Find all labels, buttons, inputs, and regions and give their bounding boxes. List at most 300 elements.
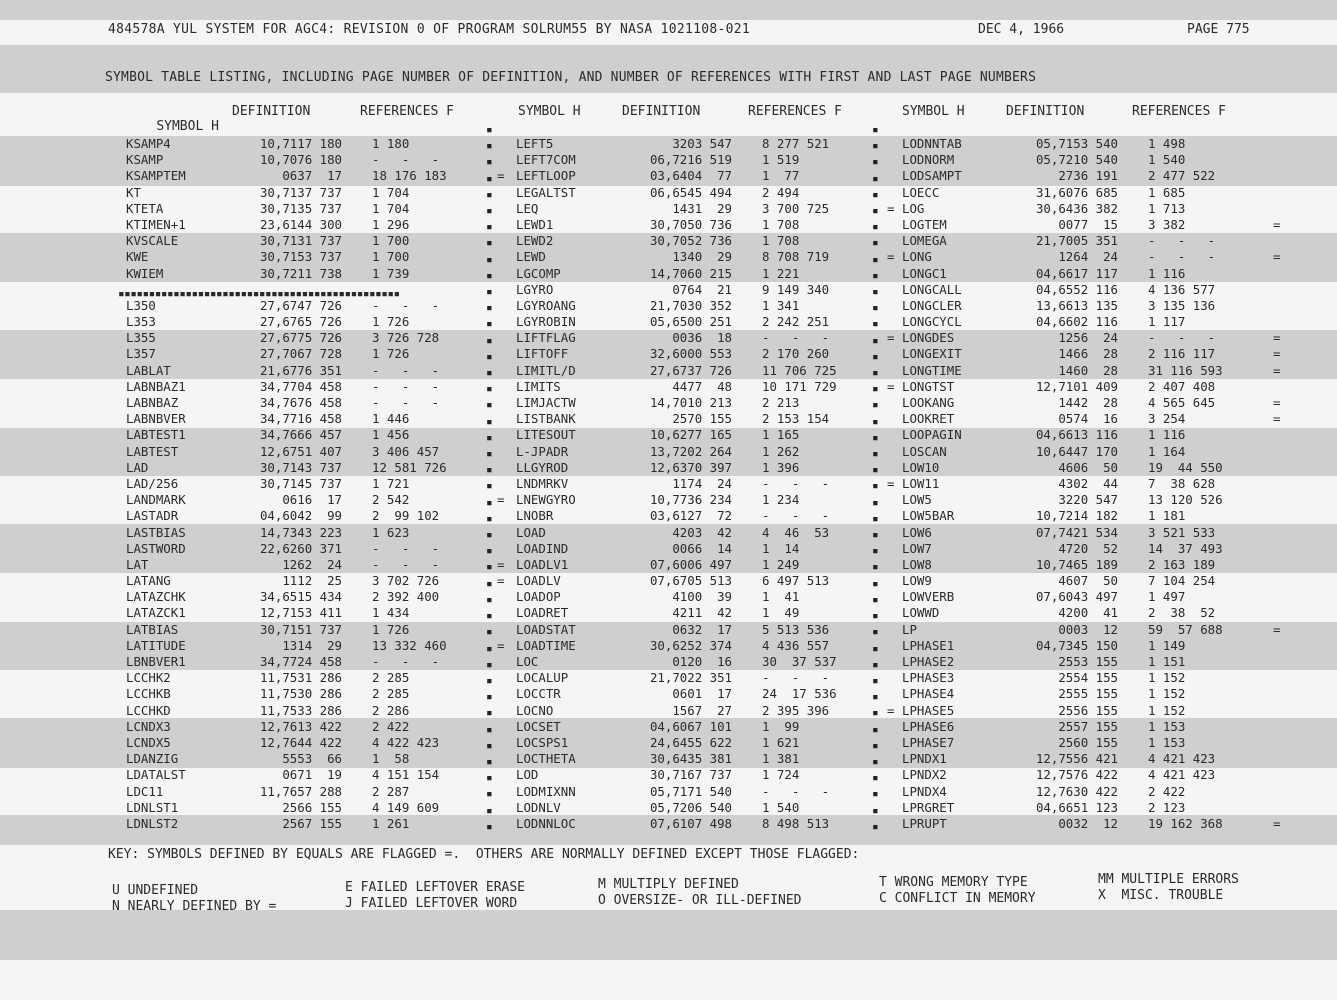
references-value: 1 726	[372, 621, 410, 637]
references-value: - - -	[372, 556, 440, 572]
symbol-name: LOCSET	[516, 718, 561, 734]
definition-value: 0066 14	[672, 540, 732, 556]
definition-value: 1567 27	[672, 702, 732, 718]
table-row	[126, 363, 513, 379]
table-row	[126, 719, 513, 735]
symbol-name: LABNBAZ	[126, 395, 179, 410]
table-row	[516, 460, 903, 476]
table-row	[516, 152, 903, 168]
references-value: 4 422 423	[372, 734, 440, 750]
references-value: 1 99	[762, 718, 800, 734]
definition-value: 07,6006 497	[649, 556, 732, 572]
table-row	[126, 816, 513, 832]
definition-value: 1314 29	[282, 637, 342, 653]
column-header-references-1: REFERENCES F	[360, 104, 454, 119]
table-row	[126, 395, 513, 411]
table-row	[902, 266, 1289, 282]
definition-value: 04,6067 101	[649, 718, 732, 734]
symbol-name: KT	[126, 184, 141, 200]
references-value: 1 708	[762, 216, 800, 232]
flag-marker: =	[887, 702, 895, 718]
references-value: 6 497 513	[762, 573, 830, 589]
table-row	[126, 800, 513, 816]
table-row	[516, 703, 903, 719]
references-value: 24 17 536	[762, 686, 837, 702]
references-value: 1 58	[372, 751, 410, 767]
symbol-name: LANDMARK	[126, 492, 186, 508]
symbol-name: LABTEST1	[126, 427, 186, 443]
references-value: 1 180	[372, 136, 410, 151]
definition-value: 21,7005 351	[1035, 233, 1118, 249]
table-row	[126, 476, 513, 492]
table-row	[126, 541, 513, 557]
references-value: 1 446	[372, 411, 410, 427]
references-value: 1 708	[762, 233, 800, 249]
references-value: 1 14	[762, 540, 800, 556]
table-row	[516, 201, 903, 217]
table-row	[126, 508, 513, 524]
references-value: 4 565 645	[1148, 395, 1216, 410]
symbol-name: LNOBR	[516, 508, 554, 524]
definition-value: 14,7060 215	[649, 265, 732, 281]
symbol-name: LPNDX2	[902, 767, 947, 783]
table-row	[902, 185, 1289, 201]
symbol-name: KVSCALE	[126, 233, 179, 249]
symbol-name: LODNLV	[516, 799, 561, 815]
symbol-name: LNDMRKV	[516, 475, 569, 491]
references-value: 1 149	[1148, 637, 1186, 653]
references-value: 2 494	[762, 184, 800, 200]
table-row	[902, 767, 1289, 783]
table-row	[126, 249, 513, 265]
paper-band	[0, 910, 1337, 960]
symbol-name: L350	[126, 297, 156, 313]
table-row	[516, 492, 903, 508]
references-value: 2 407 408	[1148, 378, 1216, 394]
definition-value: 2556 155	[1058, 702, 1118, 718]
definition-value: 4302 44	[1058, 475, 1118, 491]
flag-marker: =	[1273, 216, 1281, 232]
definition-value: 12,7630 422	[1035, 783, 1118, 799]
table-row	[902, 703, 1289, 719]
references-value: 1 726	[372, 346, 410, 362]
symbol-name: LOW8	[902, 556, 932, 572]
flag-marker: =	[1273, 330, 1281, 346]
column-divider-1: ▪ ▪ ▪ ▪ ▪ ▪ ▪ ▪ ▪ ▪ ▪ ▪ ▪ ▪ ▪ ▪ ▪ ▪ ▪ ▪ ▪ ▪ ▪ ▪ ▪ ▪ ▪ ▪ ▪ ▪ ▪ ▪ ▪ ▪ ▪ ▪ ▪ ▪ ▪ ▪ ▪ ▪ ▪ ▪	[486, 123, 493, 833]
references-value: - - -	[372, 362, 440, 378]
definition-value: 10,6277 165	[649, 427, 732, 443]
references-value: 1 341	[762, 297, 800, 313]
references-value: 7 104 254	[1148, 573, 1216, 589]
symbol-name: LONGCLER	[902, 297, 962, 313]
symbol-name: LONGTIME	[902, 362, 962, 378]
definition-value: 13,7202 264	[649, 443, 732, 459]
table-row	[516, 589, 903, 605]
references-value: 1 41	[762, 589, 800, 605]
symbol-name: LEWD	[516, 249, 546, 265]
table-row	[126, 185, 513, 201]
symbol-column-1	[126, 136, 513, 832]
references-value: - - -	[762, 783, 830, 799]
definition-value: 30,7167 737	[649, 767, 732, 783]
table-row	[516, 185, 903, 201]
definition-value: 04,6651 123	[1035, 799, 1118, 815]
table-row	[902, 670, 1289, 686]
symbol-name: LABNBVER	[126, 411, 186, 427]
references-value: 2 123	[1148, 799, 1186, 815]
references-value: 1 152	[1148, 702, 1186, 718]
references-value: 1 153	[1148, 734, 1186, 750]
table-row	[902, 217, 1289, 233]
definition-value: 30,7143 737	[259, 459, 342, 475]
definition-value: 0671 19	[282, 767, 342, 783]
symbol-name: LOMEGA	[902, 233, 947, 249]
symbol-name: LP	[902, 621, 917, 637]
column-header-symbol-2: SYMBOL H	[518, 104, 581, 119]
references-value: 1 117	[1148, 314, 1186, 330]
references-value: - - -	[372, 395, 440, 410]
references-value: 1 726	[372, 314, 410, 330]
symbol-name: LEGALTST	[516, 184, 576, 200]
references-value: 4 149 609	[372, 799, 440, 815]
table-row	[902, 152, 1289, 168]
table-row	[126, 298, 513, 314]
references-value: 2 116 117	[1148, 346, 1216, 362]
references-value: - - -	[1148, 249, 1216, 265]
listing-title: 484578A YUL SYSTEM FOR AGC4: REVISION 0 OF PROGRAM SOLRUM55 BY NASA 1021108-021	[108, 22, 751, 37]
key-failed-word: J FAILED LEFTOVER WORD	[345, 896, 518, 911]
symbol-name: LOG	[902, 200, 925, 216]
table-row	[902, 460, 1289, 476]
table-row	[126, 751, 513, 767]
table-row	[126, 152, 513, 168]
definition-value: 4211 42	[672, 605, 732, 621]
references-value: 3 521 533	[1148, 524, 1216, 540]
symbol-name: LASTADR	[126, 508, 179, 524]
definition-value: 30,6436 382	[1035, 200, 1118, 216]
definition-value: 30,7052 736	[649, 233, 732, 249]
definition-value: 32,6000 553	[649, 346, 732, 362]
flag-marker: =	[497, 168, 505, 184]
symbol-name: LPHASE2	[902, 654, 955, 669]
table-row	[126, 136, 513, 152]
table-row	[126, 654, 513, 670]
references-value: 13 120 526	[1148, 492, 1223, 508]
symbol-name: LOADLV	[516, 573, 561, 589]
table-row	[902, 654, 1289, 670]
symbol-name: LONGCALL	[902, 281, 962, 297]
symbol-name: LGYRO	[516, 281, 554, 297]
table-row	[516, 395, 903, 411]
key-multiple-errors: MM MULTIPLE ERRORS	[1098, 872, 1239, 887]
symbol-name: LIMITL/D	[516, 362, 576, 378]
symbol-name: LOADRET	[516, 605, 569, 621]
symbol-name: LABTEST	[126, 443, 179, 459]
definition-value: 07,6107 498	[649, 815, 732, 831]
table-row	[516, 266, 903, 282]
flag-marker: =	[887, 330, 895, 346]
references-value: - - -	[372, 654, 440, 669]
definition-value: 0003 12	[1058, 621, 1118, 637]
definition-value: 2736 191	[1058, 168, 1118, 184]
table-row	[516, 719, 903, 735]
definition-value: 04,6613 116	[1035, 427, 1118, 443]
column-header-definition-3: DEFINITION	[1006, 104, 1085, 119]
key-conflict-memory: C CONFLICT IN MEMORY	[879, 891, 1036, 906]
symbol-name: LONG	[902, 249, 932, 265]
table-row	[516, 298, 903, 314]
symbol-name: LIFTFLAG	[516, 330, 576, 346]
definition-value: 2567 155	[282, 815, 342, 831]
definition-value: 13,6613 135	[1035, 297, 1118, 313]
table-row	[902, 395, 1289, 411]
symbol-name: LCCHK2	[126, 670, 171, 686]
key-failed-erase: E FAILED LEFTOVER ERASE	[345, 880, 526, 895]
table-row	[902, 314, 1289, 330]
symbol-name: LOCALUP	[516, 670, 569, 686]
symbol-name: LPRUPT	[902, 815, 947, 831]
symbol-name: LOW6	[902, 524, 932, 540]
references-value: 1 296	[372, 216, 410, 232]
flag-marker: =	[887, 475, 895, 491]
table-row	[126, 282, 513, 298]
table-row	[516, 686, 903, 702]
definition-value: 04,6602 116	[1035, 314, 1118, 330]
flag-marker: =	[1273, 395, 1281, 410]
definition-value: 14,7010 213	[649, 395, 732, 410]
references-value: 59 57 688	[1148, 621, 1223, 637]
symbol-name: LPHASE7	[902, 734, 955, 750]
table-row	[902, 816, 1289, 832]
table-row	[126, 670, 513, 686]
references-value: 2 170 260	[762, 346, 830, 362]
key-intro: KEY: SYMBOLS DEFINED BY EQUALS ARE FLAGGED =. OTHERS ARE NORMALLY DEFINED EXCEPT THOSE FLAGGED:	[108, 847, 860, 862]
symbol-name: KWE	[126, 249, 149, 265]
table-row	[126, 557, 513, 573]
definition-value: 11,7530 286	[259, 686, 342, 702]
references-value: 8 498 513	[762, 815, 830, 831]
page-number: PAGE 775	[1187, 22, 1250, 37]
symbol-name: LCCHKB	[126, 686, 171, 702]
references-value: 2 38 52	[1148, 605, 1216, 621]
definition-value: 1460 28	[1058, 362, 1118, 378]
table-row	[902, 751, 1289, 767]
symbol-name: LOCSPS1	[516, 734, 569, 750]
definition-value: 04,6042 99	[259, 508, 342, 524]
references-value: 7 38 628	[1148, 475, 1216, 491]
references-value: 1 540	[1148, 152, 1186, 168]
table-row	[126, 605, 513, 621]
table-row	[516, 346, 903, 362]
symbol-name: LASTBIAS	[126, 524, 186, 540]
definition-value: 1442 28	[1058, 395, 1118, 410]
table-row	[516, 330, 903, 346]
symbol-name: LASTWORD	[126, 540, 186, 556]
symbol-name: L-JPADR	[516, 443, 569, 459]
references-value: 4 151 154	[372, 767, 440, 783]
symbol-name: LAD	[126, 459, 149, 475]
references-value: 1 700	[372, 233, 410, 249]
references-value: 2 99 102	[372, 508, 440, 524]
definition-value: 2553 155	[1058, 654, 1118, 669]
definition-value: 4100 39	[672, 589, 732, 605]
definition-value: 12,7644 422	[259, 734, 342, 750]
references-value: 1 456	[372, 427, 410, 443]
references-value: 1 116	[1148, 265, 1186, 281]
references-value: 18 176 183	[372, 168, 447, 184]
references-value: 2 213	[762, 395, 800, 410]
definition-value: 2557 155	[1058, 718, 1118, 734]
symbol-name: KSAMPTEM	[126, 168, 186, 184]
definition-value: 30,7153 737	[259, 249, 342, 265]
definition-value: 34,7724 458	[259, 654, 342, 669]
definition-value: 12,6370 397	[649, 459, 732, 475]
table-row	[126, 767, 513, 783]
table-row	[516, 541, 903, 557]
symbol-name: LOADLV1	[516, 556, 569, 572]
symbol-name: KTETA	[126, 200, 164, 216]
references-value: 4 421 423	[1148, 751, 1216, 767]
definition-value: 05,6500 251	[649, 314, 732, 330]
table-row	[126, 379, 513, 395]
table-row	[126, 217, 513, 233]
references-value: 1 181	[1148, 508, 1186, 524]
table-row	[516, 314, 903, 330]
symbol-name: LOCCTR	[516, 686, 561, 702]
references-value: 19 162 368	[1148, 815, 1223, 831]
table-row	[516, 767, 903, 783]
table-row	[126, 346, 513, 362]
definition-value: 05,7210 540	[1035, 152, 1118, 168]
table-row	[516, 282, 903, 298]
symbol-name: LPRGRET	[902, 799, 955, 815]
key-multiply-defined: M MULTIPLY DEFINED	[598, 877, 739, 892]
table-row	[126, 314, 513, 330]
symbol-name: LDNLST2	[126, 815, 179, 831]
table-row	[902, 249, 1289, 265]
symbol-name: LOW11	[902, 475, 940, 491]
references-value: 19 44 550	[1148, 459, 1223, 475]
definition-value: 27,6775 726	[259, 330, 342, 346]
table-row	[126, 784, 513, 800]
references-value: 1 151	[1148, 654, 1186, 669]
symbol-name: LONGEXIT	[902, 346, 962, 362]
symbol-name: LOADTIME	[516, 637, 576, 653]
definition-value: 14,7343 223	[259, 524, 342, 540]
definition-value: 1466 28	[1058, 346, 1118, 362]
paper-band	[0, 45, 1337, 93]
table-row	[516, 751, 903, 767]
flag-marker: =	[497, 573, 505, 589]
references-value: 1 713	[1148, 200, 1186, 216]
symbol-name: LISTBANK	[516, 411, 576, 427]
definition-value: 30,7145 737	[259, 475, 342, 491]
references-value: - - -	[372, 152, 440, 168]
table-row	[902, 379, 1289, 395]
flag-marker: =	[1273, 411, 1281, 427]
references-value: - - -	[762, 475, 830, 491]
table-row	[902, 427, 1289, 443]
definition-value: 1264 24	[1058, 249, 1118, 265]
table-row	[902, 411, 1289, 427]
definition-value: 07,6043 497	[1035, 589, 1118, 605]
references-value: 31 116 593	[1148, 362, 1223, 378]
references-value: 5 513 536	[762, 621, 830, 637]
references-value: 1 262	[762, 443, 800, 459]
table-row	[902, 784, 1289, 800]
references-value: 9 149 340	[762, 281, 830, 297]
references-value: 3 254	[1148, 411, 1186, 427]
symbol-name: LOC	[516, 654, 539, 669]
table-row	[126, 444, 513, 460]
symbol-name: LOCTHETA	[516, 751, 576, 767]
symbol-name: LOECC	[902, 184, 940, 200]
definition-value: 10,7117 180	[259, 136, 342, 151]
symbol-name: L355	[126, 330, 156, 346]
symbol-name: LPHASE3	[902, 670, 955, 686]
references-value: 1 519	[762, 152, 800, 168]
references-value: 1 498	[1148, 136, 1186, 151]
definition-value: 30,7050 736	[649, 216, 732, 232]
references-value: 1 623	[372, 524, 410, 540]
definition-value: 22,6260 371	[259, 540, 342, 556]
symbol-name: LOCNO	[516, 702, 554, 718]
definition-value: 12,7153 411	[259, 605, 342, 621]
definition-value: 0036 18	[672, 330, 732, 346]
references-value: 2 153 154	[762, 411, 830, 427]
definition-value: 4200 41	[1058, 605, 1118, 621]
symbol-name: LOGTEM	[902, 216, 947, 232]
definition-value: 05,7171 540	[649, 783, 732, 799]
definition-value: 06,7216 519	[649, 152, 732, 168]
definition-value: 34,7676 458	[259, 395, 342, 410]
references-value: 3 382	[1148, 216, 1186, 232]
definition-value: 11,7657 288	[259, 783, 342, 799]
table-row	[902, 605, 1289, 621]
table-row	[902, 638, 1289, 654]
table-row	[902, 525, 1289, 541]
table-row	[126, 460, 513, 476]
symbol-name: LIMITS	[516, 378, 561, 394]
table-row	[902, 557, 1289, 573]
references-value: - - -	[372, 378, 440, 394]
symbol-name: LOW5	[902, 492, 932, 508]
table-row	[902, 363, 1289, 379]
references-value: 1 164	[1148, 443, 1186, 459]
symbol-name: LOADSTAT	[516, 621, 576, 637]
definition-value: 30,7211 738	[259, 265, 342, 281]
symbol-name: LITESOUT	[516, 427, 576, 443]
paper-band	[0, 0, 1337, 20]
table-row	[126, 411, 513, 427]
column-header-definition-2: DEFINITION	[622, 104, 701, 119]
definition-value: 0632 17	[672, 621, 732, 637]
symbol-name: LATBIAS	[126, 621, 179, 637]
references-value: 4 136 577	[1148, 281, 1216, 297]
references-value: 2 477 522	[1148, 168, 1216, 184]
table-row	[902, 622, 1289, 638]
definition-value: 0077 15	[1058, 216, 1118, 232]
definition-value: 30,6435 381	[649, 751, 732, 767]
table-row	[902, 233, 1289, 249]
definition-value: 30,7137 737	[259, 184, 342, 200]
table-row	[516, 622, 903, 638]
symbol-name: LOWWD	[902, 605, 940, 621]
flag-marker: =	[887, 378, 895, 394]
column-divider-2: ▪ ▪ ▪ ▪ ▪ ▪ ▪ ▪ ▪ ▪ ▪ ▪ ▪ ▪ ▪ ▪ ▪ ▪ ▪ ▪ ▪ ▪ ▪ ▪ ▪ ▪ ▪ ▪ ▪ ▪ ▪ ▪ ▪ ▪ ▪ ▪ ▪ ▪ ▪ ▪ ▪ ▪ ▪ ▪	[872, 123, 879, 833]
references-value: 1 261	[372, 815, 410, 831]
symbol-name: LABLAT	[126, 362, 171, 378]
